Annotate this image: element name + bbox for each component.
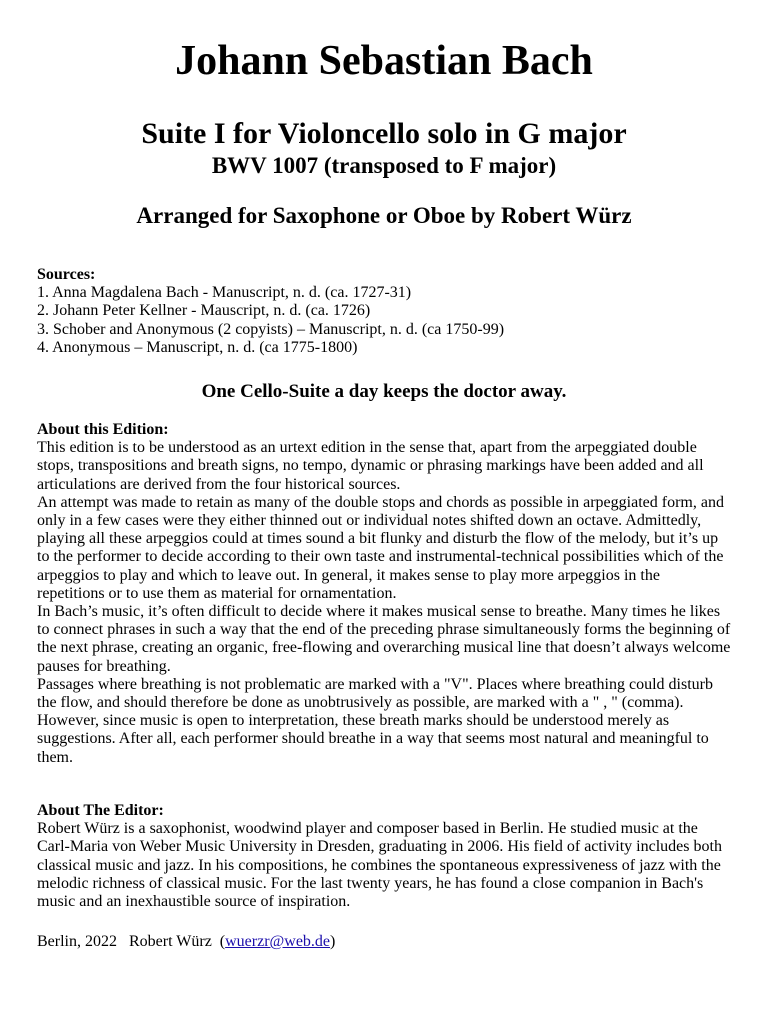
source-item: 2. Johann Peter Kellner - Mauscript, n. d. (ca. 1726) xyxy=(37,302,371,320)
about-edition-heading: About this Edition: xyxy=(37,421,169,438)
source-item: 1. Anna Magdalena Bach - Manuscript, n. d. (ca. 1727-31) xyxy=(37,284,412,302)
suite-subtitle: BWV 1007 (transposed to F major) xyxy=(211,153,557,178)
signature-place-date: Berlin, 2022 xyxy=(37,933,117,950)
about-edition-paragraph: This edition is to be understood as an urtext edition in the sense that, apart from the arpeggiated double stops, transpositions and breath signs, no tempo, dynamic or phrasing markings have been added and all articulations are derived from the four historical sources. xyxy=(37,439,704,493)
email-link[interactable]: wuerzr@web.de xyxy=(225,933,331,950)
signature-line xyxy=(37,933,731,951)
about-edition-paragraph: An attempt was made to retain as many of the double stops and chords as possible in arpeggiated form, and only in a few cases were they either thinned out or individual notes shifted down an octave. Admittedly, playing all these arpeggios could at times sound a bit flunky and disturb the flow of the melody, but it’s up to the performer to decide according to their own taste and instrumental-technical possibilities which of the arpeggios to play and which to leave out. In general, it makes sense to play more arpeggios in the repetitions or to use them as material for ornamentation. xyxy=(37,493,724,602)
source-item: 3. Schober and Anonymous (2 copyists) – Manuscript, n. d. (ca 1750-99) xyxy=(37,320,505,338)
about-edition-paragraph: In Bach’s music, it’s often difficult to decide where it makes musical sense to breathe. Many times he likes to connect phrases in such a way that the end of the preceding phrase simultaneously forms the beginning of the next phrase, creating an organic, free-flowing and overarching musical line that doesn’t always welcome pauses for breathing. xyxy=(37,603,731,675)
close-paren: ) xyxy=(330,933,336,950)
signature-name: Robert Würz xyxy=(129,933,212,950)
suite-title: Suite I for Violoncello solo in G major xyxy=(141,117,627,150)
sources-section xyxy=(37,266,731,357)
sources-heading: Sources: xyxy=(37,266,96,283)
motto: One Cello-Suite a day keeps the doctor away. xyxy=(201,381,567,402)
open-paren: ( xyxy=(219,933,226,950)
arranged-by: Arranged for Saxophone or Oboe by Robert Würz xyxy=(136,203,632,228)
composer-title: Johann Sebastian Bach xyxy=(175,38,593,84)
about-edition-section xyxy=(37,421,731,767)
about-editor-heading: About The Editor: xyxy=(37,802,164,819)
about-editor-paragraph: Robert Würz is a saxophonist, woodwind player and composer based in Berlin. He studied music at the Carl-Maria von Weber Music University in Dresden, graduating in 2006. His field of activity includes both classical music and jazz. In his compositions, he combines the spontaneous expressiveness of jazz with the melodic richness of classical music. For the last twenty years, he has found a close companion in Bach's music and an inexhaustible source of inspiration. xyxy=(37,820,722,911)
about-editor-section xyxy=(37,802,731,911)
about-edition-paragraph: Passages where breathing is not problematic are marked with a "V". Places where breathing could disturb the flow, and should therefore be done as unobtrusively as possible, are marked with a " , " (comma). However, since music is open to interpretation, these breath marks should be understood merely as suggestions. After all, each performer should breathe in a way that seems most natural and meaningful to them. xyxy=(37,675,713,766)
source-item: 4. Anonymous – Manuscript, n. d. (ca 1775-1800) xyxy=(37,338,358,356)
